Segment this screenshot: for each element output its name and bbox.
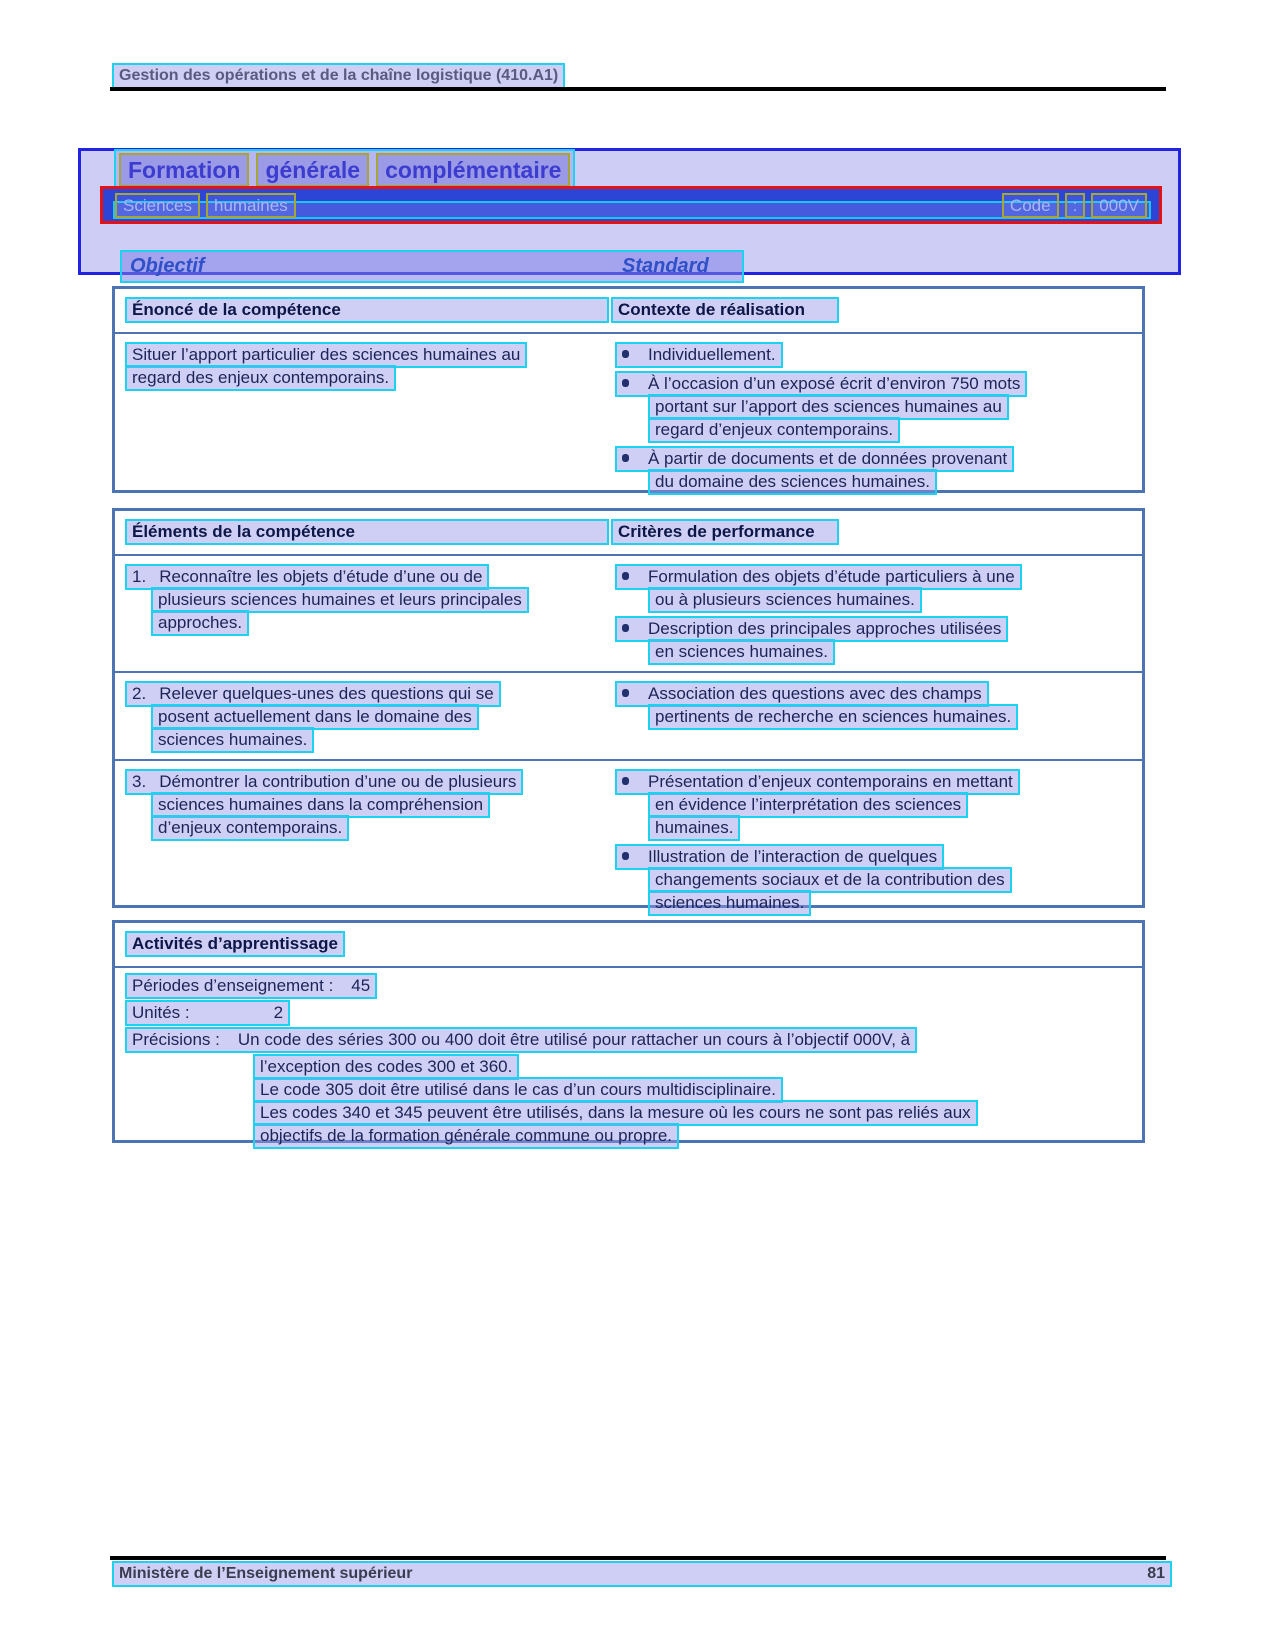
bullet-icon [622,379,629,387]
criteria-line: en sciences humaines. [648,639,835,665]
subject-code-bar [100,186,1162,224]
precisions-line: Le code 305 doit être utilisé dans le cas d’un cours multidisciplinaire. [253,1077,783,1103]
section-title-highlight [114,149,575,191]
periods-row [125,973,978,999]
standard-heading: Standard [622,255,709,277]
section-title [114,149,575,191]
criteria-line: Présentation d’enjeux contemporains en mettant [648,772,1013,791]
header-divider [115,332,1142,334]
table-header-left [125,519,609,545]
periods-value: 45 [351,976,371,995]
criteria-line: Description des principales approches utilisées [648,619,1002,638]
criteria-line: pertinents de recherche en sciences humaines. [648,704,1018,730]
statement-line: regard des enjeux contemporains. [125,365,396,391]
element-line: sciences humaines. [151,727,314,753]
precisions-line: l’exception des codes 300 et 360. [253,1054,519,1080]
subject-name [115,193,296,218]
criteria-item [615,564,1022,610]
units-label: Unités : [132,1003,190,1022]
competency-table [112,286,1145,493]
header-enonce: Énoncé de la compétence [125,297,609,323]
competency-statement [125,342,527,388]
units-value: 2 [273,1003,284,1022]
criteria-item [615,844,1020,913]
element-cell [125,681,501,750]
criteria-line: Illustration de l’interaction de quelques [648,847,938,866]
bullet-icon [622,454,629,462]
running-footer [112,1561,1172,1587]
page-number: 81 [1147,1565,1165,1582]
context-line: portant sur l’apport des sciences humaines au [648,394,1009,420]
bullet-icon [622,572,629,580]
objectif-standard-row [120,250,744,283]
units-row [125,1000,978,1026]
bullet-icon [622,350,629,358]
bullet-icon [622,624,629,632]
title-word: complémentaire [376,153,570,187]
header-divider [115,554,1142,556]
criteria-item [615,769,1020,838]
header-elements: Éléments de la compétence [125,519,609,545]
context-line: regard d’enjeux contemporains. [648,417,900,443]
criteria-line: humaines. [648,815,740,841]
header-divider [115,966,1142,968]
title-word: Formation [119,153,249,187]
title-word: générale [256,153,369,187]
table-header-left [125,297,609,323]
precisions-line: objectifs de la formation générale commune ou propre. [253,1123,679,1149]
criteria-line: en évidence l’interprétation des sciences [648,792,968,818]
item-number: 3. [132,772,147,791]
criteria-cell [615,681,1018,727]
subject-word: humaines [206,193,296,218]
code-label: Code [1002,193,1059,218]
activities-header [125,931,345,957]
context-item [615,371,1027,440]
course-title: Gestion des opérations et de la chaîne logistique (410.A1) [112,63,565,89]
subject-word: Sciences [115,193,200,218]
item-number: 2. [132,684,147,703]
criteria-line: ou à plusieurs sciences humaines. [648,587,922,613]
criteria-item [615,616,1022,662]
row-divider [115,671,1142,673]
objectif-heading: Objectif [130,255,205,277]
criteria-cell [615,564,1022,662]
context-item [615,342,1027,365]
element-cell [125,564,529,633]
element-line: Reconnaître les objets d’étude d’une ou de [159,567,483,586]
header-criteres: Critères de performance [611,519,839,545]
element-line: sciences humaines dans la compréhension [151,792,490,818]
context-list [615,342,1027,492]
bullet-icon [622,689,629,697]
precisions-label: Précisions : [132,1030,220,1049]
element-line: d’enjeux contemporains. [151,815,349,841]
context-line: Individuellement. [648,345,776,364]
footer-rule [110,1556,1166,1560]
precisions-line: Un code des séries 300 ou 400 doit être utilisé pour rattacher un cours à l’objectif 000V, à [237,1030,911,1049]
context-line: À l’occasion d’un exposé écrit d’environ 750 mots [648,374,1021,393]
statement-line: Situer l’apport particulier des sciences humaines au [125,342,527,368]
table-header-right [611,519,839,545]
running-header [112,63,565,89]
element-line: plusieurs sciences humaines et leurs principales [151,587,529,613]
criteria-line: Formulation des objets d’étude particuliers à une [648,567,1015,586]
precisions-row [125,1027,978,1053]
context-item [615,446,1027,492]
context-line: À partir de documents et de données provenant [648,449,1008,468]
code-separator: : [1065,193,1086,218]
element-line: Démontrer la contribution d’une ou de plusieurs [159,772,517,791]
activities-body [125,973,978,1146]
criteria-line: sciences humaines. [648,890,811,916]
element-cell [125,769,523,838]
elements-table [112,508,1145,912]
precisions-continuation [253,1054,978,1146]
criteria-line: Association des questions avec des champs [648,684,982,703]
item-number: 1. [132,567,147,586]
header-contexte: Contexte de réalisation [611,297,839,323]
table-header-right [611,297,839,323]
header-rule [110,87,1166,91]
ministry-name: Ministère de l’Enseignement supérieur [119,1565,413,1582]
header-activites: Activités d’apprentissage [125,931,345,957]
activities-table [112,920,1145,1143]
code-value: 000V [1091,193,1147,218]
periods-label: Périodes d’enseignement : [132,976,334,995]
precisions-line: Les codes 340 et 345 peuvent être utilisés, dans la mesure où les cours ne sont pas reliés aux [253,1100,978,1126]
bullet-icon [622,777,629,785]
element-line: approches. [151,610,249,636]
element-line: Relever quelques-unes des questions qui se [159,684,494,703]
code-group [1002,193,1147,218]
element-line: posent actuellement dans le domaine des [151,704,479,730]
context-line: du domaine des sciences humaines. [648,469,937,495]
criteria-line: changements sociaux et de la contribution des [648,867,1012,893]
criteria-cell [615,769,1020,913]
row-divider [115,759,1142,761]
criteria-item [615,681,1018,727]
bullet-icon [622,852,629,860]
